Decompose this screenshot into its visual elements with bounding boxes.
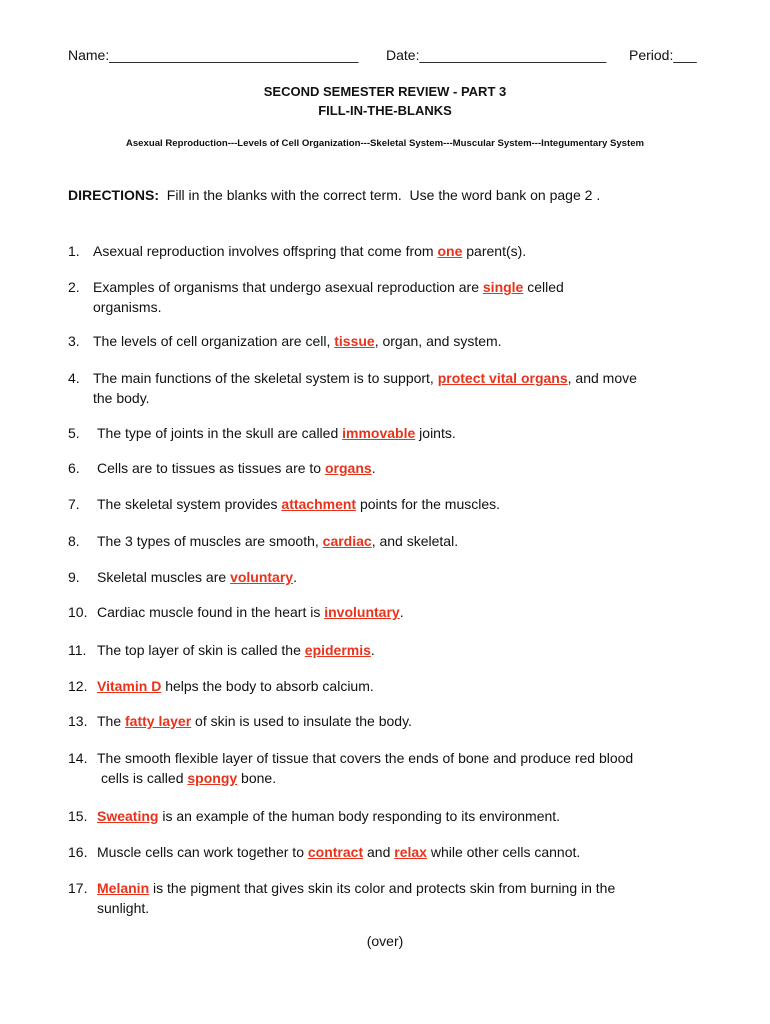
- question-number: 4.: [68, 370, 80, 386]
- question-text: The main functions of the skeletal system is to support,: [93, 370, 438, 386]
- over-note: (over): [366, 933, 404, 949]
- question-line: [93, 277, 564, 297]
- question-text: is the pigment that gives skin its color and protects skin from burning in the: [149, 880, 616, 896]
- question-text: is an example of the human body responding to its environment.: [158, 808, 561, 824]
- question-text: and: [363, 844, 395, 860]
- question-text: cells is called: [101, 770, 188, 786]
- question-text: , and move: [567, 370, 637, 386]
- question-text: while other cells cannot.: [426, 844, 581, 860]
- question-line: [97, 806, 560, 826]
- answer-term: tissue: [334, 333, 375, 349]
- question-number: 15.: [68, 808, 88, 824]
- question-text: The type of joints in the skull are called: [97, 425, 343, 441]
- question-line: [97, 748, 633, 768]
- question-text: Examples of organisms that undergo asexual reproduction are: [93, 279, 483, 295]
- answer-term: fatty layer: [125, 713, 192, 729]
- question-line: [97, 531, 458, 551]
- question-number: 16.: [68, 844, 88, 860]
- page-title: SECOND SEMESTER REVIEW - PART 3: [263, 84, 507, 99]
- question-number: 9.: [68, 569, 80, 585]
- question-text: The: [97, 713, 126, 729]
- question-text: celled: [523, 279, 564, 295]
- question-continuation: sunlight.: [97, 900, 150, 916]
- answer-term: attachment: [281, 496, 357, 512]
- question-number: 14.: [68, 750, 88, 766]
- topics-line: Asexual Reproduction---Levels of Cell Organization---Skeletal System---Muscular System---Integumentary System: [125, 138, 645, 149]
- question-text: helps the body to absorb calcium.: [161, 678, 374, 694]
- question-number: 2.: [68, 279, 80, 295]
- question-number: 6.: [68, 460, 80, 476]
- question-text: , organ, and system.: [374, 333, 502, 349]
- question-text: Muscle cells can work together to: [97, 844, 308, 860]
- answer-term: contract: [307, 844, 364, 860]
- question-text: , and skeletal.: [371, 533, 459, 549]
- page-subtitle: FILL-IN-THE-BLANKS: [318, 103, 452, 118]
- answer-term: single: [482, 279, 524, 295]
- question-number: 12.: [68, 678, 88, 694]
- question-text: The 3 types of muscles are smooth,: [97, 533, 323, 549]
- question-line: [93, 368, 637, 388]
- question-text: joints.: [415, 425, 456, 441]
- directions-text: Fill in the blanks with the correct term. Use the word bank on page 2 .: [159, 187, 601, 203]
- question-line: [97, 878, 615, 898]
- question-number: 11.: [68, 642, 87, 658]
- question-text: Asexual reproduction involves offspring that come from: [93, 243, 438, 259]
- question-text: .: [370, 642, 375, 658]
- date-field-label: Date:________________________: [386, 47, 607, 63]
- answer-term: Vitamin D: [97, 678, 162, 694]
- directions: [68, 187, 600, 203]
- question-line: [97, 423, 456, 443]
- question-line: [97, 711, 412, 731]
- question-line: [97, 458, 376, 478]
- question-line: [97, 842, 580, 862]
- answer-term: immovable: [342, 425, 416, 441]
- answer-term: protect vital organs: [437, 370, 568, 386]
- question-number: 17.: [68, 880, 88, 896]
- answer-term: cardiac: [322, 533, 372, 549]
- question-text: .: [293, 569, 297, 585]
- question-line: [97, 676, 374, 696]
- question-number: 8.: [68, 533, 80, 549]
- question-number: 10.: [68, 604, 88, 620]
- question-text: The levels of cell organization are cell,: [93, 333, 335, 349]
- question-number: 7.: [68, 496, 80, 512]
- question-text: Skeletal muscles are: [97, 569, 231, 585]
- question-line: [97, 567, 297, 587]
- question-text: .: [371, 460, 376, 476]
- question-continuation: organisms.: [93, 299, 162, 315]
- question-line: [97, 602, 404, 622]
- question-continuation: the body.: [93, 390, 150, 406]
- question-text: points for the muscles.: [356, 496, 501, 512]
- answer-term: relax: [394, 844, 427, 860]
- question-line: [97, 494, 500, 514]
- question-text: of skin is used to insulate the body.: [191, 713, 412, 729]
- period-field-label: Period:___: [629, 47, 697, 63]
- answer-term: Melanin: [97, 880, 150, 896]
- answer-term: involuntary: [324, 604, 400, 620]
- question-text: Cells are to tissues as tissues are to: [97, 460, 325, 476]
- answer-term: organs: [325, 460, 372, 476]
- question-number: 3.: [68, 333, 80, 349]
- answer-term: spongy: [187, 770, 238, 786]
- directions-label: DIRECTIONS:: [68, 187, 159, 203]
- question-text: The skeletal system provides: [97, 496, 282, 512]
- question-number: 5.: [68, 425, 80, 441]
- question-text: parent(s).: [462, 243, 527, 259]
- question-line: [93, 241, 526, 261]
- question-text: Cardiac muscle found in the heart is: [97, 604, 325, 620]
- question-line: [93, 331, 502, 351]
- question-text: The top layer of skin is called the: [97, 642, 305, 658]
- question-text: .: [399, 604, 404, 620]
- question-text: The smooth flexible layer of tissue that covers the ends of bone and produce red blood: [97, 750, 634, 766]
- question-number: 13.: [68, 713, 88, 729]
- answer-term: voluntary: [230, 569, 294, 585]
- question-continuation: [101, 768, 276, 788]
- question-line: [97, 640, 375, 660]
- answer-term: one: [437, 243, 463, 259]
- name-field-label: Name:________________________________: [68, 47, 359, 63]
- question-text: bone.: [237, 770, 277, 786]
- answer-term: Sweating: [97, 808, 159, 824]
- answer-term: epidermis: [304, 642, 371, 658]
- question-number: 1.: [68, 243, 80, 259]
